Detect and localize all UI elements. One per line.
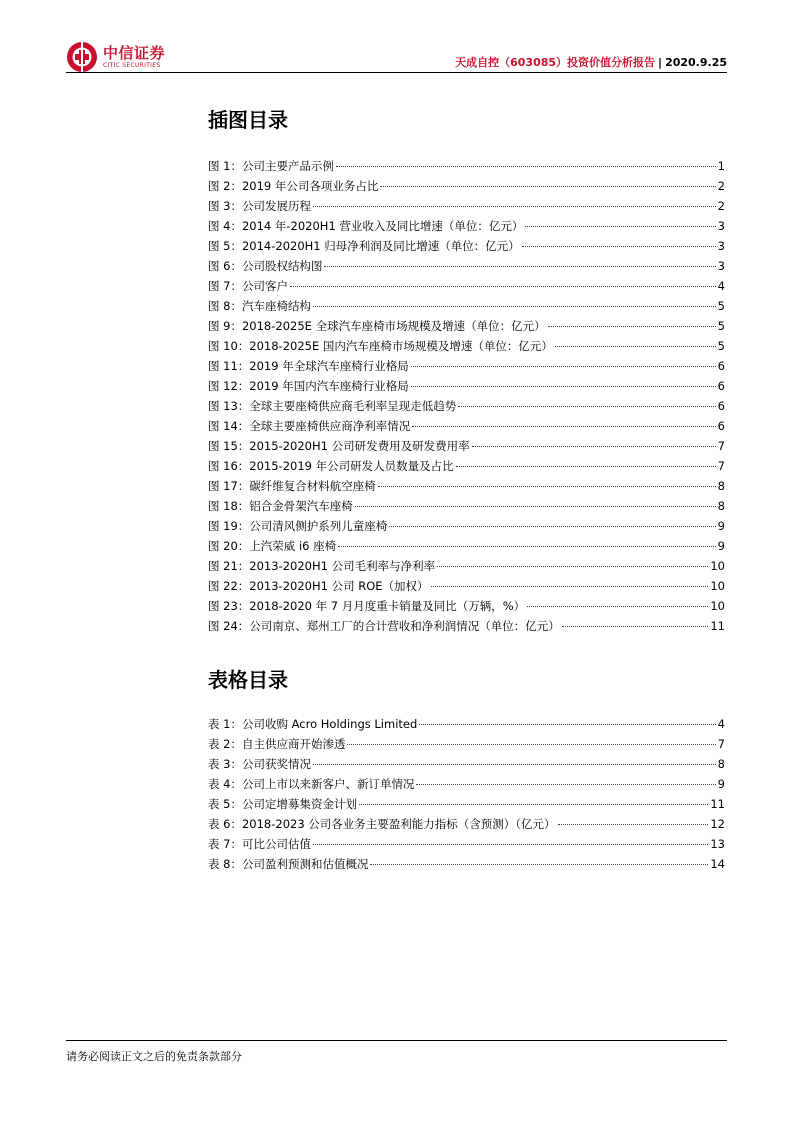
toc-entry-label[interactable]: 图 7：公司客户: [208, 279, 288, 293]
toc-entry[interactable]: [208, 176, 725, 196]
toc-entry-label[interactable]: 图 19：公司清风侧护系列儿童座椅: [208, 519, 388, 533]
toc-entry-page[interactable]: 14: [710, 857, 725, 871]
toc-entry-page[interactable]: 11: [710, 797, 725, 811]
toc-entry-label[interactable]: 图 5：2014-2020H1 归母净利润及同比增速（单位：亿元）: [208, 239, 520, 253]
toc-entry[interactable]: [208, 714, 725, 734]
toc-entry[interactable]: [208, 436, 725, 456]
toc-dot-leader: [411, 386, 716, 387]
toc-entry-label[interactable]: 图 13：全球主要座椅供应商毛利率呈现走低趋势: [208, 399, 457, 413]
toc-entry-page[interactable]: 5: [717, 339, 725, 353]
toc-dot-leader: [313, 306, 716, 307]
toc-entry-label[interactable]: 图 21：2013-2020H1 公司毛利率与净利率: [208, 559, 436, 573]
toc-entry-label[interactable]: 图 11：2019 年全球汽车座椅行业格局: [208, 359, 409, 373]
toc-dot-leader: [458, 406, 715, 407]
toc-entry-page[interactable]: 10: [710, 579, 725, 593]
toc-entry-page[interactable]: 5: [717, 299, 725, 313]
toc-entry-page[interactable]: 8: [717, 499, 725, 513]
toc-entry[interactable]: [208, 156, 725, 176]
toc-dot-leader: [378, 486, 716, 487]
toc-entry-page[interactable]: 6: [717, 399, 725, 413]
toc-entry[interactable]: [208, 256, 725, 276]
toc-dot-leader: [558, 824, 709, 825]
toc-entry[interactable]: [208, 496, 725, 516]
toc-entry[interactable]: [208, 316, 725, 336]
toc-entry-page[interactable]: 5: [717, 319, 725, 333]
toc-dot-leader: [338, 546, 716, 547]
toc-dot-leader: [431, 586, 709, 587]
toc-dot-leader: [324, 266, 715, 267]
toc-entry-label[interactable]: 图 3：公司发展历程: [208, 199, 311, 213]
toc-dot-leader: [419, 724, 715, 725]
toc-entry[interactable]: [208, 754, 725, 774]
toc-entry-page[interactable]: 4: [717, 717, 725, 731]
toc-entry[interactable]: [208, 834, 725, 854]
toc-dot-leader: [562, 626, 709, 627]
tables-toc: [208, 714, 725, 874]
header-divider: [66, 72, 727, 73]
toc-dot-leader: [380, 186, 715, 187]
toc-entry[interactable]: [208, 536, 725, 556]
toc-entry[interactable]: [208, 734, 725, 754]
toc-entry-page[interactable]: 8: [717, 479, 725, 493]
figures-toc: [208, 156, 725, 636]
report-header: [455, 54, 727, 70]
toc-entry-label[interactable]: 表 4：公司上市以来新客户、新订单情况: [208, 777, 415, 791]
toc-entry-label[interactable]: 图 6：公司股权结构图: [208, 259, 323, 273]
toc-entry[interactable]: [208, 336, 725, 356]
toc-dot-leader: [347, 744, 715, 745]
toc-entry-page[interactable]: 12: [710, 817, 725, 831]
toc-entry[interactable]: [208, 356, 725, 376]
toc-entry-label[interactable]: 图 4：2014 年-2020H1 营业收入及同比增速（单位：亿元）: [208, 219, 524, 233]
citic-logo: [66, 40, 165, 74]
toc-dot-leader: [359, 804, 708, 805]
toc-entry-page[interactable]: 6: [717, 379, 725, 393]
toc-dot-leader: [313, 206, 716, 207]
footer-divider: [66, 1040, 727, 1041]
tables-heading: 表格目录: [208, 668, 288, 692]
toc-entry-label[interactable]: 图 1：公司主要产品示例: [208, 159, 334, 173]
toc-dot-leader: [437, 566, 708, 567]
toc-entry-label[interactable]: 图 24：公司南京、郑州工厂的合计营收和净利润情况（单位：亿元）: [208, 619, 560, 633]
toc-entry-page[interactable]: 3: [717, 219, 725, 233]
toc-dot-leader: [416, 784, 715, 785]
toc-entry-page[interactable]: 6: [717, 359, 725, 373]
toc-entry[interactable]: [208, 596, 725, 616]
toc-entry-label[interactable]: 图 23：2018-2020 年 7 月月度重卡销量及同比（万辆，%）: [208, 599, 526, 613]
toc-entry-page[interactable]: 11: [710, 619, 725, 633]
toc-entry-label[interactable]: 图 8：汽车座椅结构: [208, 299, 311, 313]
toc-entry-label[interactable]: 表 3：公司获奖情况: [208, 757, 311, 771]
toc-dot-leader: [355, 506, 716, 507]
figures-heading: 插图目录: [208, 108, 288, 132]
toc-entry[interactable]: [208, 296, 725, 316]
toc-entry[interactable]: [208, 476, 725, 496]
toc-entry[interactable]: [208, 216, 725, 236]
toc-entry-page[interactable]: 1: [717, 159, 725, 173]
toc-entry-label[interactable]: 表 6：2018-2023 公司各业务主要盈利能力指标（含预测）（亿元）: [208, 817, 556, 831]
toc-dot-leader: [411, 366, 716, 367]
toc-entry-page[interactable]: 3: [717, 239, 725, 253]
toc-dot-leader: [412, 426, 715, 427]
toc-entry-page[interactable]: 10: [710, 559, 725, 573]
toc-entry[interactable]: [208, 774, 725, 794]
toc-entry-label[interactable]: 图 15：2015-2020H1 公司研发费用及研发费用率: [208, 439, 470, 453]
toc-dot-leader: [522, 246, 716, 247]
toc-entry-page[interactable]: 3: [717, 259, 725, 273]
toc-entry[interactable]: [208, 396, 725, 416]
toc-entry[interactable]: [208, 376, 725, 396]
footer-disclaimer: 请务必阅读正文之后的免责条款部分: [66, 1050, 242, 1063]
toc-entry-label[interactable]: 图 18：铝合金骨架汽车座椅: [208, 499, 353, 513]
toc-entry-label[interactable]: 表 8：公司盈利预测和估值概况: [208, 857, 369, 871]
toc-entry[interactable]: [208, 276, 725, 296]
report-title: 天成自控（603085）投资价值分析报告: [455, 56, 656, 69]
toc-entry-page[interactable]: 2: [717, 199, 725, 213]
toc-entry-label[interactable]: 图 22：2013-2020H1 公司 ROE（加权）: [208, 579, 429, 593]
header-separator: |: [658, 56, 663, 69]
toc-dot-leader: [336, 166, 716, 167]
toc-dot-leader: [548, 326, 716, 327]
toc-entry-label[interactable]: 图 2：2019 年公司各项业务占比: [208, 179, 379, 193]
toc-entry-label[interactable]: 图 17：碳纤维复合材料航空座椅: [208, 479, 376, 493]
toc-dot-leader: [527, 606, 708, 607]
report-date: 2020.9.25: [665, 56, 727, 69]
toc-entry-label[interactable]: 表 7：可比公司估值: [208, 837, 311, 851]
toc-dot-leader: [472, 446, 716, 447]
toc-entry-page[interactable]: 10: [710, 599, 725, 613]
toc-entry-page[interactable]: 6: [717, 419, 725, 433]
toc-entry-label[interactable]: 图 12：2019 年国内汽车座椅行业格局: [208, 379, 409, 393]
toc-entry-page[interactable]: 8: [717, 757, 725, 771]
citic-emblem-icon: [66, 41, 98, 73]
toc-dot-leader: [389, 526, 715, 527]
toc-entry-page[interactable]: 2: [717, 179, 725, 193]
toc-entry[interactable]: [208, 556, 725, 576]
toc-entry-label[interactable]: 图 14：全球主要座椅供应商净利率情况: [208, 419, 411, 433]
toc-entry-label[interactable]: 表 2：自主供应商开始渗透: [208, 737, 346, 751]
toc-entry-label[interactable]: 图 16：2015-2019 年公司研发人员数量及占比: [208, 459, 454, 473]
toc-entry[interactable]: [208, 616, 725, 636]
logo-english-name: CITIC SECURITIES: [103, 61, 161, 69]
toc-dot-leader: [313, 764, 716, 765]
toc-entry-label[interactable]: 图 10：2018-2025E 国内汽车座椅市场规模及增速（单位：亿元）: [208, 339, 553, 353]
toc-entry-page[interactable]: 9: [717, 777, 725, 791]
toc-entry-label[interactable]: 表 5：公司定增募集资金计划: [208, 797, 357, 811]
toc-entry[interactable]: [208, 516, 725, 536]
toc-entry-page[interactable]: 7: [717, 439, 725, 453]
toc-entry-label[interactable]: 图 9：2018-2025E 全球汽车座椅市场规模及增速（单位：亿元）: [208, 319, 546, 333]
toc-dot-leader: [290, 286, 716, 287]
toc-dot-leader: [525, 226, 715, 227]
toc-entry[interactable]: [208, 794, 725, 814]
logo-chinese-name: 中信证券: [103, 43, 166, 62]
toc-entry-page[interactable]: 4: [717, 279, 725, 293]
toc-entry[interactable]: [208, 456, 725, 476]
toc-entry[interactable]: [208, 236, 725, 256]
toc-entry[interactable]: [208, 814, 725, 834]
toc-dot-leader: [456, 466, 716, 467]
toc-entry[interactable]: [208, 416, 725, 436]
toc-entry-page[interactable]: 7: [717, 737, 725, 751]
toc-entry-label[interactable]: 表 1：公司收购 Acro Holdings Limited: [208, 717, 418, 731]
toc-entry-page[interactable]: 13: [710, 837, 725, 851]
toc-entry[interactable]: [208, 854, 725, 874]
toc-dot-leader: [370, 864, 708, 865]
toc-dot-leader: [555, 346, 716, 347]
toc-entry[interactable]: [208, 576, 725, 596]
toc-entry-label[interactable]: 图 20：上汽荣威 i6 座椅: [208, 539, 337, 553]
toc-entry[interactable]: [208, 196, 725, 216]
toc-entry-page[interactable]: 9: [717, 539, 725, 553]
toc-entry-page[interactable]: 9: [717, 519, 725, 533]
toc-entry-page[interactable]: 7: [717, 459, 725, 473]
toc-dot-leader: [313, 844, 708, 845]
